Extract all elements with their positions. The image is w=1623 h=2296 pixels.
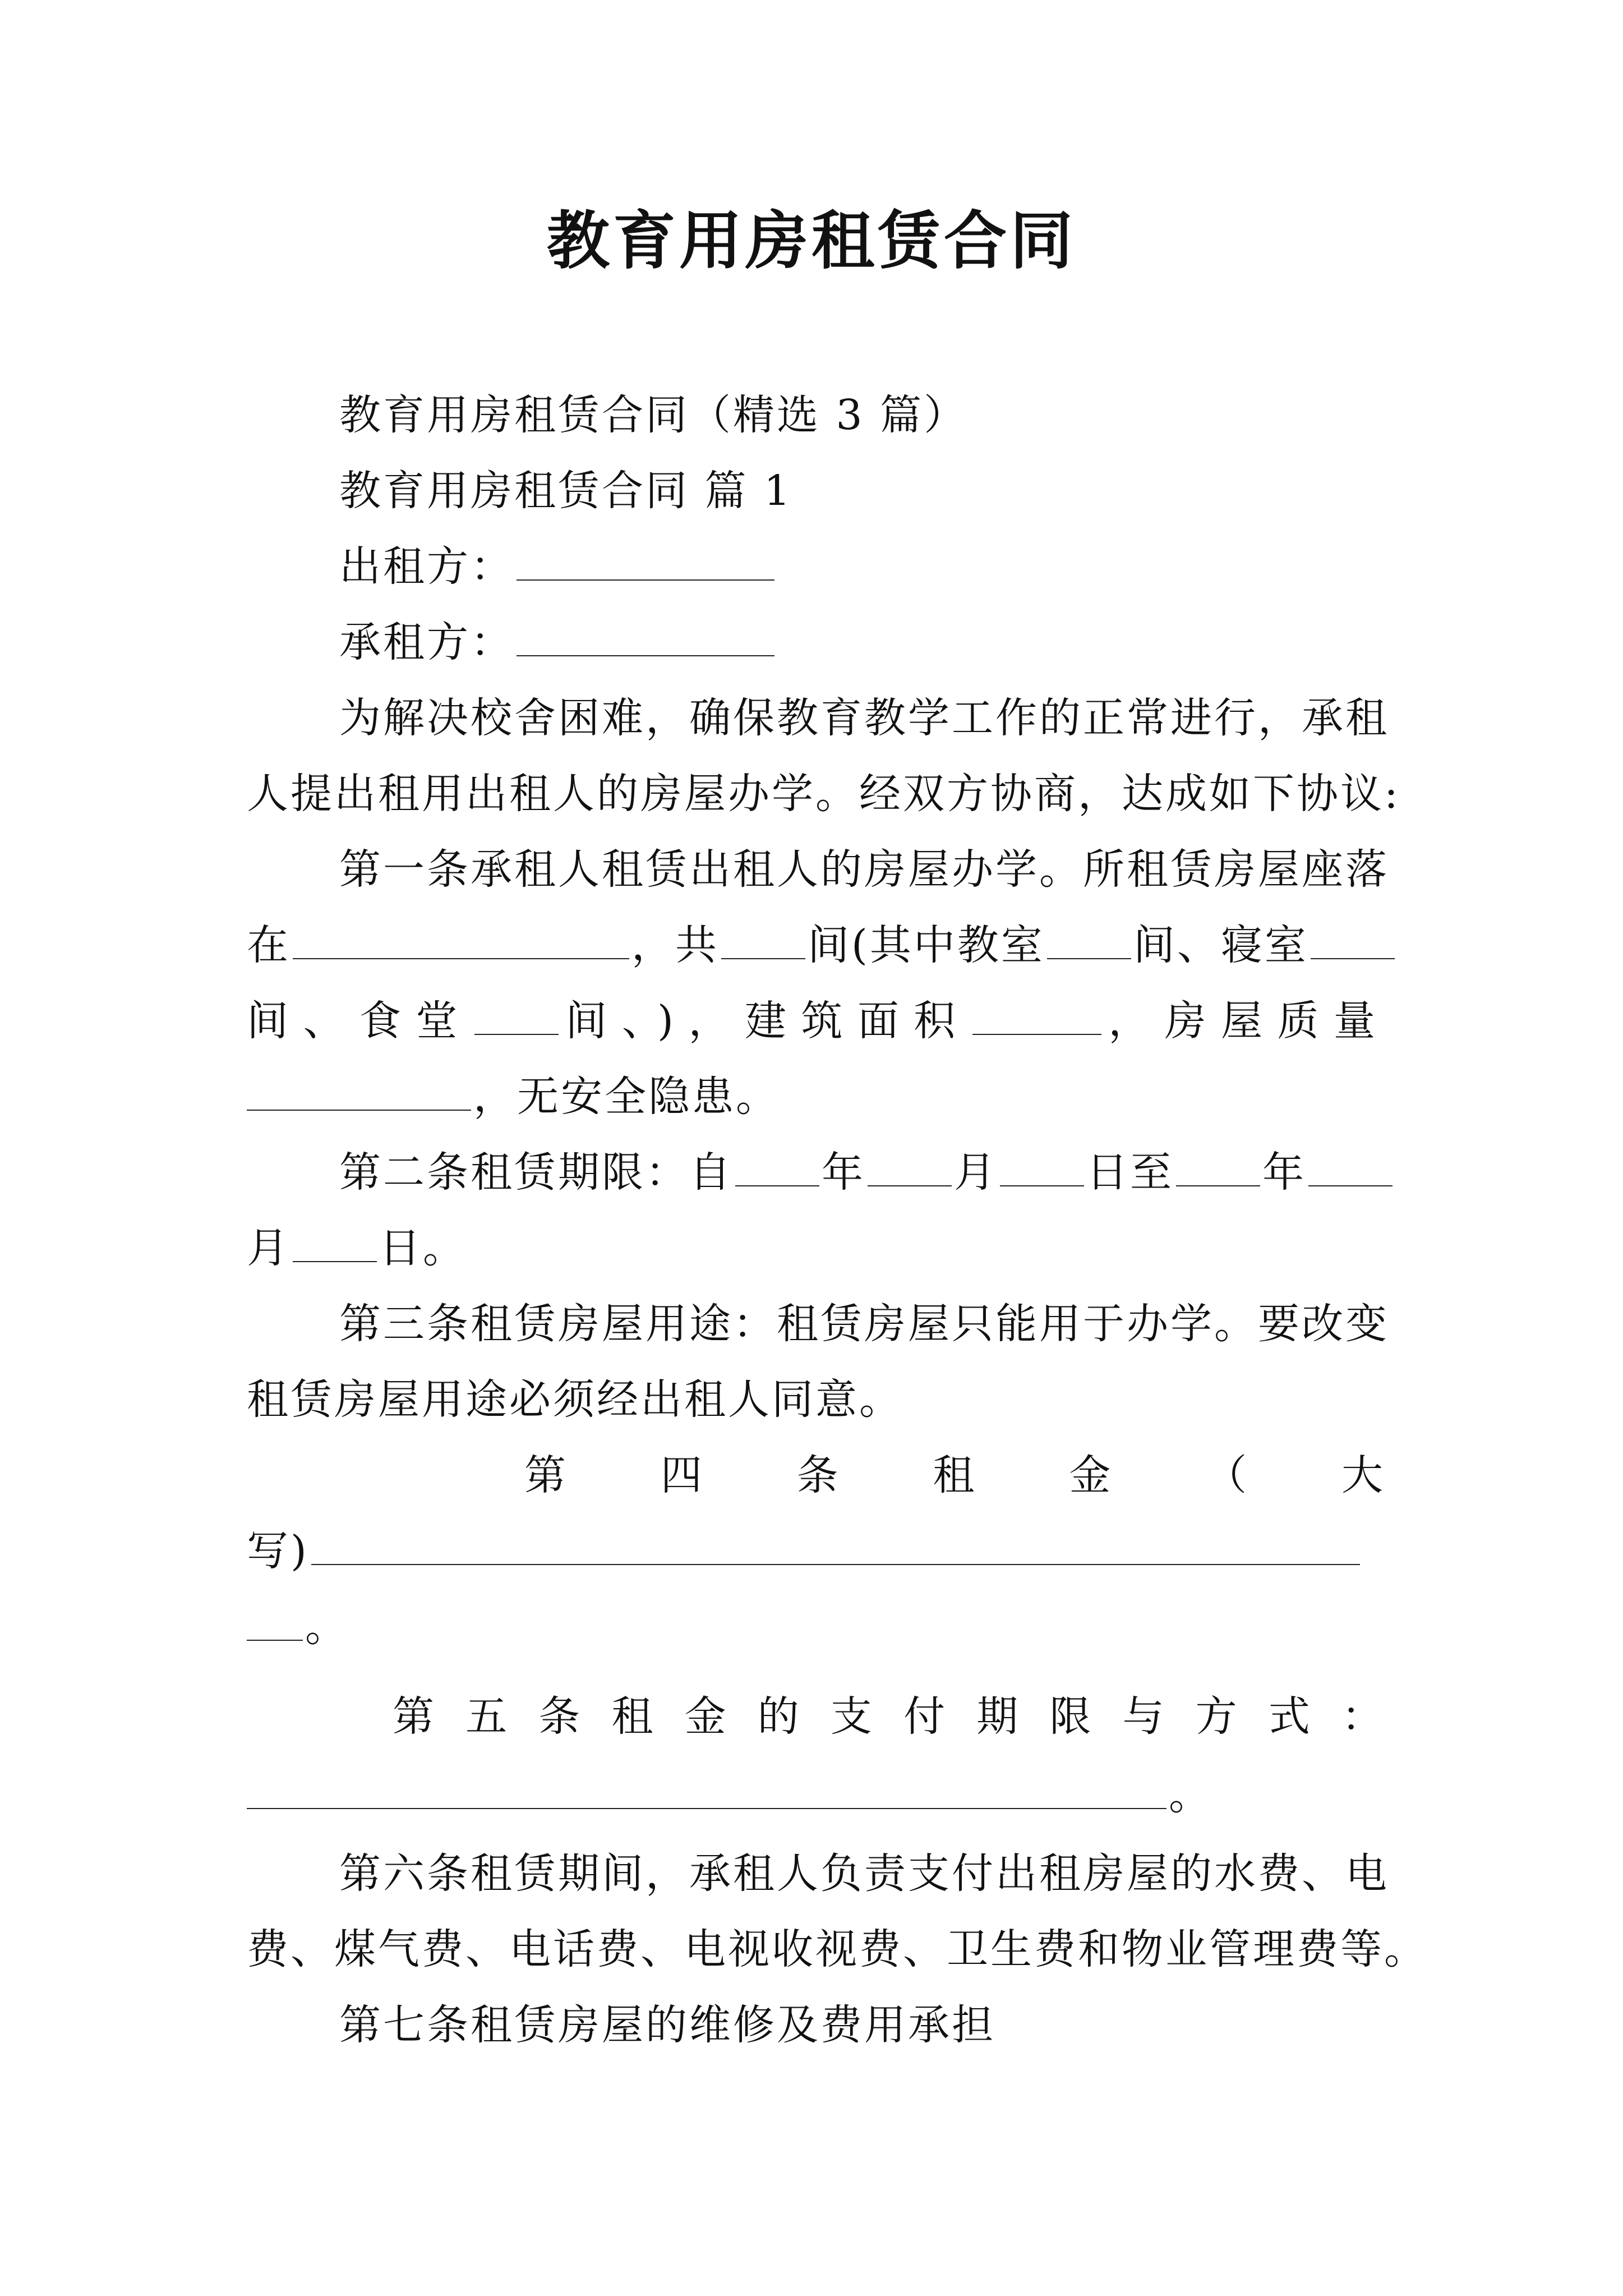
lessee-label: 承租方： — [339, 618, 514, 666]
art2-text: 月 — [247, 1224, 291, 1272]
classrooms-blank — [1047, 922, 1131, 959]
end-month-blank — [1308, 1149, 1393, 1186]
art1-text: 在 — [247, 921, 291, 969]
article-4-line-2 — [247, 1523, 1385, 1579]
art2-text: 日至 — [1086, 1148, 1174, 1197]
article-7-line-1: 第七条租赁房屋的维修及费用承担 — [339, 2001, 995, 2049]
article-4-line-3 — [247, 1599, 1385, 1655]
article-2-line-1 — [339, 1144, 1385, 1200]
article-1-line-2 — [247, 917, 1385, 973]
canteen-blank — [474, 998, 559, 1035]
art1-text: ，房屋质量 — [1103, 997, 1386, 1045]
article-6-line-2: 费、煤气费、电话费、电视收视费、卫生费和物业管理费等。 — [247, 1925, 1428, 1973]
art2-text: 年 — [1262, 1148, 1306, 1197]
end-day-blank — [293, 1225, 377, 1262]
article-1-line-3 — [247, 993, 1385, 1049]
rooms-blank — [721, 922, 805, 959]
lessor-line — [339, 539, 1385, 595]
art2-text: 月 — [954, 1148, 998, 1197]
intro-line-2: 人提出租用出租人的房屋办学。经双方协商，达成如下协议: — [247, 770, 1400, 818]
art1-text: 间、)，建筑面积 — [560, 997, 970, 1045]
article-2-line-2 — [247, 1220, 1385, 1276]
art2-text: 第二条租赁期限：自 — [339, 1148, 733, 1197]
article-6-line-1: 第六条租赁期间，承租人负责支付出租房屋的水费、电 — [339, 1849, 1389, 1898]
art1-text: 间(其中教室 — [808, 921, 1045, 969]
art4-text: 写) — [247, 1527, 309, 1575]
rent-amount-blank-cont — [247, 1604, 303, 1641]
art1-text: 间、食堂 — [247, 997, 472, 1045]
article-1-line-4 — [247, 1069, 1385, 1125]
area-blank — [972, 998, 1101, 1035]
dorms-blank — [1311, 922, 1395, 959]
rent-amount-blank — [311, 1528, 1360, 1565]
section-heading: 教育用房租赁合同 篇 1 — [339, 467, 793, 515]
article-1-line-1: 第一条承租人租赁出租人的房屋办学。所租赁房屋座落 — [339, 845, 1389, 894]
art4-text: 。 — [305, 1603, 349, 1651]
start-day-blank — [1000, 1149, 1084, 1186]
intro-line-1: 为解决校舍困难，确保教育教学工作的正常进行，承租 — [339, 694, 1389, 742]
art1-text: ，无安全隐患。 — [473, 1073, 780, 1121]
art1-text: 间、寝室 — [1133, 921, 1308, 969]
lessor-blank — [517, 544, 774, 581]
art1-text: ，共 — [631, 921, 719, 969]
article-3-line-1: 第三条租赁房屋用途：租赁房屋只能用于办学。要改变 — [339, 1300, 1389, 1348]
article-5-line-1: 第 五 条 租 金 的 支 付 期 限 与 方 式 ： — [393, 1692, 1385, 1741]
quality-blank — [247, 1074, 471, 1111]
start-month-blank — [868, 1149, 952, 1186]
payment-terms-blank — [247, 1772, 1166, 1809]
art5-text: 。 — [1169, 1771, 1212, 1819]
lessee-blank — [517, 619, 774, 656]
subtitle: 教育用房租赁合同（精选 3 篇） — [339, 391, 968, 439]
article-5-line-2 — [247, 1767, 1385, 1823]
end-year-blank — [1176, 1149, 1260, 1186]
art2-text: 日。 — [379, 1224, 467, 1272]
article-4-line-1: 第 四 条 租 金 （ 大 — [524, 1451, 1385, 1499]
document-title: 教育用房租赁合同 — [547, 204, 1076, 278]
lessee-line — [339, 614, 1385, 670]
location-blank — [293, 922, 629, 959]
lessor-label: 出租方： — [339, 542, 514, 591]
article-3-line-2: 租赁房屋用途必须经出租人同意。 — [247, 1375, 903, 1424]
art2-text: 年 — [822, 1148, 865, 1197]
start-year-blank — [735, 1149, 819, 1186]
